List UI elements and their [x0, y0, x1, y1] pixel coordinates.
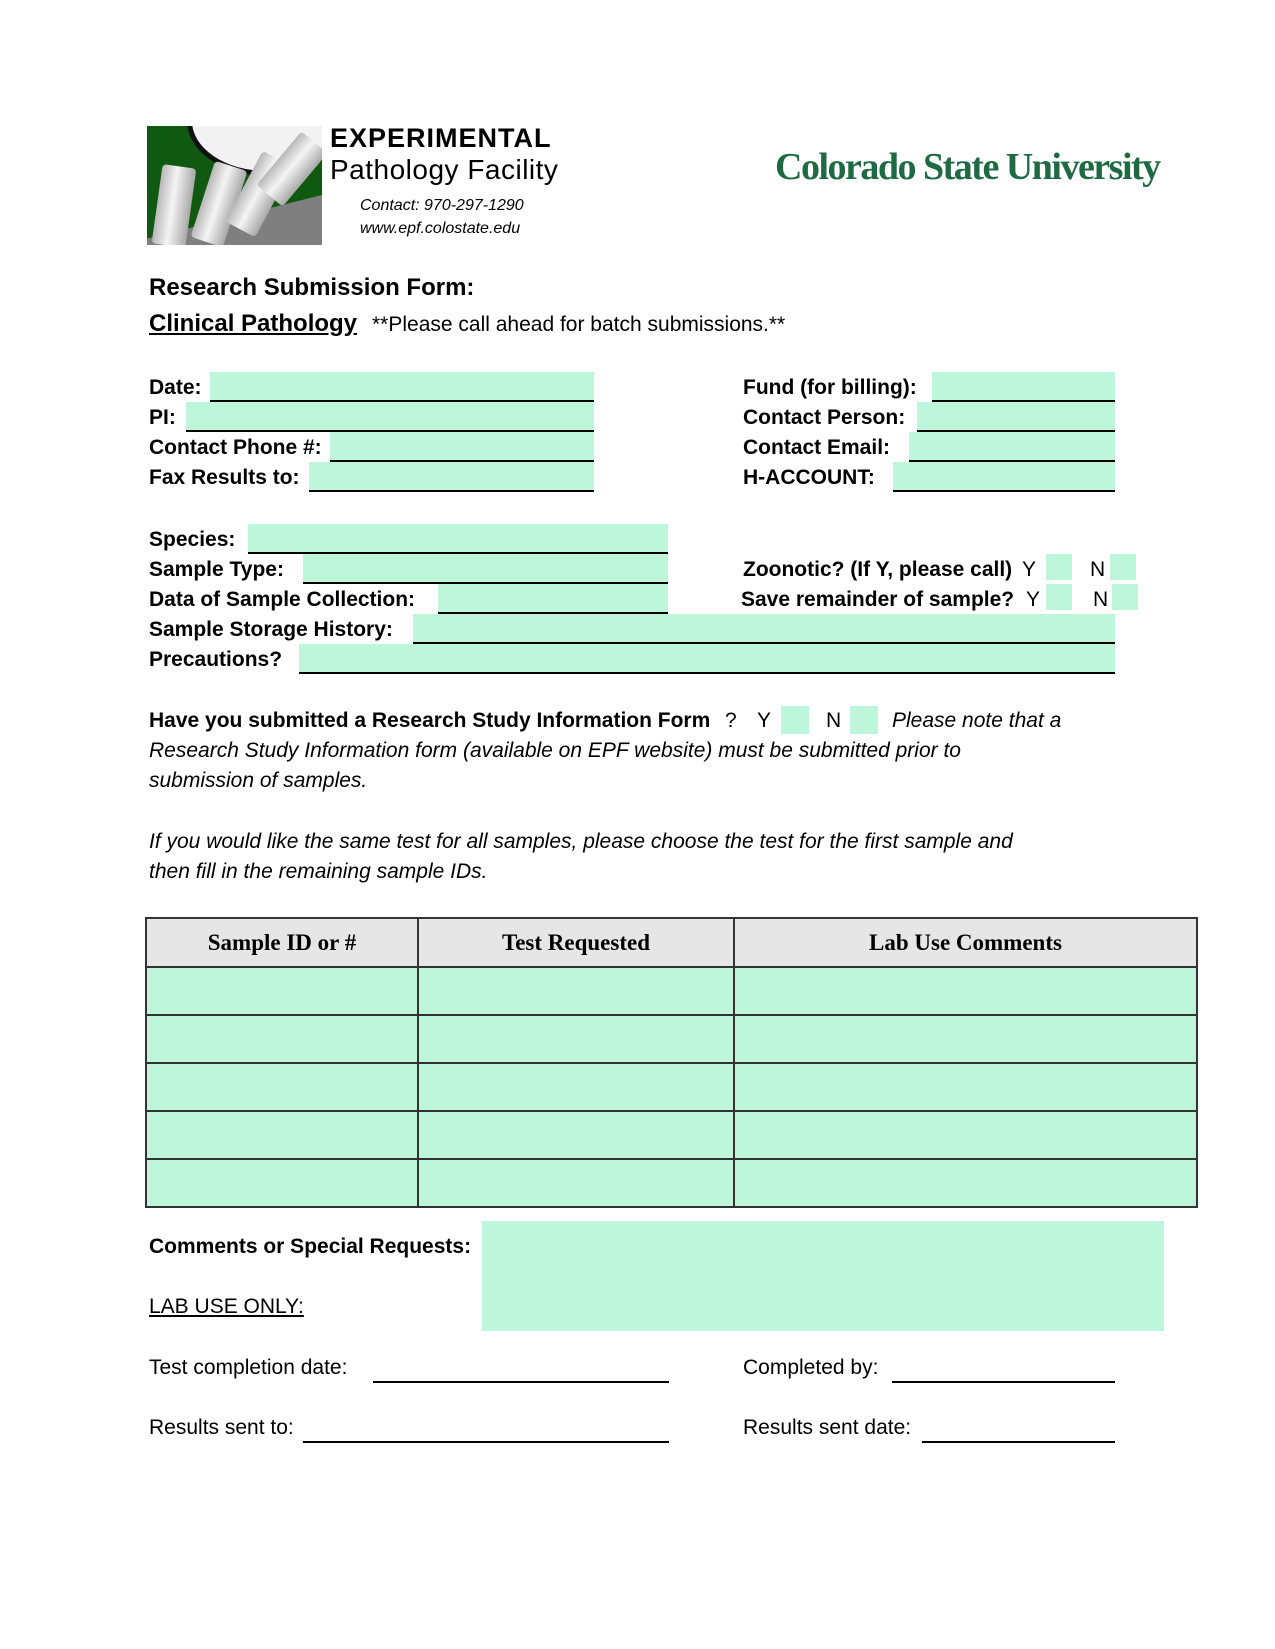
table-row [146, 967, 1197, 1015]
species-field[interactable] [248, 524, 668, 554]
fund-field[interactable] [932, 372, 1115, 402]
rsif-yes-checkbox[interactable] [781, 706, 809, 734]
save-remainder-label: Save remainder of sample? [741, 588, 1015, 611]
contact-email-field[interactable] [909, 432, 1115, 462]
pi-label: PI: [149, 406, 176, 429]
results-sent-to-label: Results sent to: [149, 1416, 294, 1439]
rsif-note-line3: submission of samples. [149, 769, 368, 792]
rsif-note-line1: Please note that a [892, 709, 1062, 732]
test-requested-cell[interactable] [418, 1159, 734, 1207]
fax-results-label: Fax Results to: [149, 466, 300, 489]
sample-id-cell[interactable] [146, 967, 418, 1015]
lab-comments-cell[interactable] [734, 1015, 1197, 1063]
sample-id-cell[interactable] [146, 1063, 418, 1111]
form-title: Research Submission Form: [149, 274, 475, 301]
test-requested-cell[interactable] [418, 967, 734, 1015]
rsif-qmark: ? [725, 709, 737, 732]
table-row [146, 1159, 1197, 1207]
storage-history-label: Sample Storage History: [149, 618, 393, 641]
table-row [146, 1063, 1197, 1111]
lab-use-heading: LAB USE ONLY: [149, 1295, 304, 1318]
column-header-test-requested: Test Requested [418, 918, 734, 967]
results-sent-to-line[interactable] [303, 1437, 669, 1443]
pi-field[interactable] [186, 402, 594, 432]
sample-id-cell[interactable] [146, 1015, 418, 1063]
table-row [146, 1015, 1197, 1063]
precautions-field[interactable] [299, 644, 1115, 674]
column-header-sample-id: Sample ID or # [146, 918, 418, 967]
batch-note: **Please call ahead for batch submissions.** [372, 313, 786, 336]
test-completion-date-label: Test completion date: [149, 1356, 348, 1379]
instructions-line2: then fill in the remaining sample IDs. [149, 860, 488, 883]
sample-id-cell[interactable] [146, 1111, 418, 1159]
instructions-line1: If you would like the same test for all samples, please choose the test for the first sample and [149, 830, 1013, 853]
date-label: Date: [149, 376, 202, 399]
lab-comments-cell[interactable] [734, 1063, 1197, 1111]
website-link[interactable]: www.epf.colostate.edu [360, 220, 521, 237]
table-header-row [146, 918, 1197, 967]
species-label: Species: [149, 528, 236, 551]
comments-label: Comments or Special Requests: [149, 1235, 472, 1258]
contact-person-label: Contact Person: [743, 406, 906, 429]
lab-comments-cell[interactable] [734, 1159, 1197, 1207]
rsif-note-line2: Research Study Information form (available on EPF website) must be submitted prior to [149, 739, 961, 762]
results-sent-date-label: Results sent date: [743, 1416, 912, 1439]
rsif-question: Have you submitted a Research Study Information Form [149, 709, 711, 732]
results-sent-date-line[interactable] [922, 1437, 1115, 1443]
completed-by-line[interactable] [892, 1377, 1115, 1383]
form-subtitle: Clinical Pathology [149, 310, 358, 337]
column-header-lab-comments: Lab Use Comments [734, 918, 1197, 967]
sample-id-cell[interactable] [146, 1159, 418, 1207]
save-remainder-yes-label: Y [1026, 588, 1041, 611]
zoonotic-no-checkbox[interactable] [1110, 554, 1136, 580]
logo-title: EXPERIMENTAL [330, 123, 552, 153]
contact-phone-field[interactable] [330, 432, 594, 462]
lab-comments-cell[interactable] [734, 967, 1197, 1015]
test-requested-cell[interactable] [418, 1111, 734, 1159]
save-remainder-no-checkbox[interactable] [1112, 584, 1138, 610]
h-account-label: H-ACCOUNT: [743, 466, 875, 489]
rsif-no-label: N [826, 709, 842, 732]
zoonotic-label: Zoonotic? (If Y, please call) [743, 558, 1013, 581]
save-remainder-yes-checkbox[interactable] [1046, 584, 1072, 610]
zoonotic-yes-label: Y [1022, 558, 1037, 581]
test-completion-date-line[interactable] [373, 1377, 669, 1383]
storage-history-field[interactable] [413, 614, 1115, 644]
logo-subtitle: Pathology Facility [330, 154, 559, 185]
zoonotic-no-label: N [1090, 558, 1106, 581]
rsif-yes-label: Y [757, 709, 772, 732]
comments-field[interactable] [482, 1221, 1164, 1331]
sample-type-field[interactable] [303, 554, 668, 584]
samples-table [145, 917, 1198, 1208]
collection-date-label: Data of Sample Collection: [149, 588, 416, 611]
test-requested-cell[interactable] [418, 1063, 734, 1111]
table-row [146, 1111, 1197, 1159]
rsif-no-checkbox[interactable] [850, 706, 878, 734]
contact-person-field[interactable] [917, 402, 1115, 432]
test-requested-cell[interactable] [418, 1015, 734, 1063]
fund-label: Fund (for billing): [743, 376, 917, 399]
save-remainder-no-label: N [1093, 588, 1109, 611]
h-account-field[interactable] [893, 462, 1115, 492]
collection-date-field[interactable] [438, 584, 668, 614]
epf-logo-image [147, 126, 322, 245]
date-field[interactable] [210, 372, 594, 402]
university-logo: Colorado State University [775, 146, 1160, 188]
completed-by-label: Completed by: [743, 1356, 879, 1379]
contact-phone: Contact: 970-297-1290 [360, 197, 524, 214]
contact-phone-label: Contact Phone #: [149, 436, 322, 459]
contact-email-label: Contact Email: [743, 436, 891, 459]
precautions-label: Precautions? [149, 648, 283, 671]
fax-results-field[interactable] [309, 462, 594, 492]
sample-type-label: Sample Type: [149, 558, 284, 581]
zoonotic-yes-checkbox[interactable] [1046, 554, 1072, 580]
lab-comments-cell[interactable] [734, 1111, 1197, 1159]
